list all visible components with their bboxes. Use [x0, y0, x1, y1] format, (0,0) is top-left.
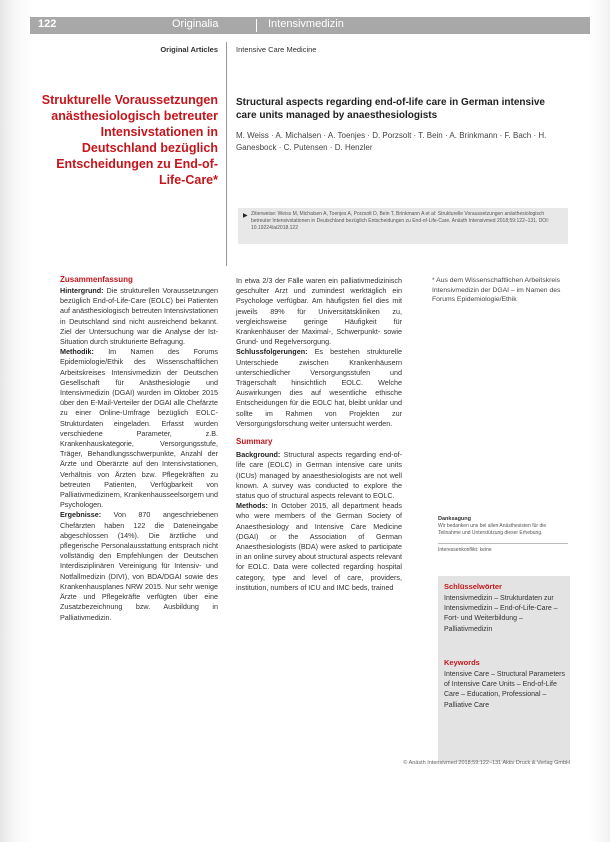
abstract-paragraph	[236, 347, 402, 429]
paragraph-text: In October 2015, all department heads who were members of the German Society of Anaesthesiology and Intensive Care Medicine (DGAI) or the Association of German Anaesthesiologists (BDA) were asked to participate in an online survey about structural aspects relevant for EOLC. Data were collected regarding hospital category, type and level of care, providers, institution, numbers of ICU and IMC beds, trained	[236, 501, 402, 592]
copyright-line: © Anästh Intensivmed 2018;59:122–131 Aktiv Druck & Verlag GmbH	[403, 760, 570, 766]
conflict-of-interest: Interessenkonflikt: keine	[438, 547, 492, 553]
page-number: 122	[38, 18, 57, 30]
abstract-paragraph	[236, 450, 402, 501]
abstract-paragraph	[236, 501, 402, 593]
summary-heading-german: Zusammenfassung	[60, 275, 133, 284]
acknowledgement-text: Wir bedanken uns bei allen Anästhesisten für die Teilnahme und Unterstützung dieser Erhebung.	[438, 523, 547, 536]
abstract-paragraph	[236, 276, 402, 347]
paragraph-text: Von 870 angeschriebenen Chefärzten haben 122 die Dateneingabe abgeschlossen (14%). Die ärztliche und pflegerische Personalausstattung entsprach nicht vollständig den Empfehlungen der Deutschen Interdisziplinären Vereinigung für Intensiv- und Notfallmedizin (DIVI), von BDA/DGAI sowie des Krankenhausplanes NRW 2015. Nur sehr wenige Ärzte und Pflegekräfte verfügten über eine Zusatzbezeichnung bzw. Ausbildung in Palliativmedizin.	[60, 510, 218, 622]
abstract-paragraph	[60, 347, 218, 510]
section-label: Background:	[236, 450, 281, 460]
section-label: Ergebnisse:	[60, 510, 102, 520]
section-label: Methods:	[236, 501, 268, 511]
keywords-box	[438, 576, 570, 762]
footnote: * Aus dem Wissenschaftlichen Arbeitskreis Intensivmedizin der DGAI – im Namen des Forums Epidemiologie/Ethik	[432, 277, 561, 303]
section-label: Methodik:	[60, 347, 94, 357]
paragraph-text: In etwa 2/3 der Fälle waren ein palliativmedizinisch geschulter Arzt und zumindest werktäglich ein Psychologe verfügbar. Am häufigsten fiel dies mit jeweils 89% für Universitätskliniken zu, vergleichsweise geringe Häufigkeit für Krankenhäuser der Maximal-, Schwerpunkt- sowie Grund- und Regelversorgung.	[236, 276, 402, 347]
abstract-column-2	[236, 276, 402, 593]
paragraph-text: Es bestehen strukturelle Unterschiede zwischen Krankenhäusern unterschiedlicher Versorgungsstufen und Trägerschaft hinsichtlich EOLC. Welche Auswirkungen dies auf wesentliche ethische Entscheidungen für die EOLC hat, bleibt unklar und sollte im Rahmen von Projekten zur Versorgungsforschung weiter untersucht werden.	[236, 347, 403, 428]
keywords-heading-english: Keywords	[444, 658, 480, 667]
article-title-german: Strukturelle Voraussetzungen anästhesiologisch betreuter Intensivstationen in Deutschland bezüglich Entscheidungen zu End-of-Life-Care*	[41, 93, 218, 187]
paragraph-text: Im Namen des Forums Epidemiologie/Ethik des Wissenschaftlichen Arbeitskreises Intensivmedizin der Deutschen Gesellschaft für Anästhesiologie und Intensivmedizin (DGAI) wurden im Oktober 2015 über den E-Mail-Verteiler der DGAI alle Chefärzte zu einer Online-Umfrage bezüglich EOLC-Strukturdaten eingeladen. Erfasst wurden verschiedene Parameter, z.B. Krankenhauskategorie, Versorgungsstufe, Träger, Behandlungsschwerpunkte, Anzahl der Ärzte und Oberärzte auf den Intensivstationen, Verhältnis von Ärzten bzw. Pflegekräften zu betreuten Patienten, Verfügbarkeit von Palliativmedizinern, Krankenhausseelsorgern und Psychologen.	[60, 347, 219, 510]
citation-text: Zitierweise: Weiss M, Michalsen A, Toenjes A, Porzsolt D, Bein T, Brinkmann A et al: Strukturelle Voraussetzungen anästhesiologisch betreuter Intensivstationen in Deutschland bezüglich Entscheidungen zu End-of-Life-Care. Anästh Intensivmed 2018;59:122–131. DOI: 10.19224/ai2018.122	[251, 211, 549, 231]
acknowledgement	[438, 516, 568, 554]
divider	[438, 543, 568, 544]
paragraph-text: Die strukturellen Voraussetzungen bezüglich End-of-Life-Care (EOLC) bei Patienten auf anästhesiologisch betreuten Intensivstationen in Deutschland sind nicht ausreichend bekannt. Ziel der Untersuchung war die Analyse der Ist-Situation durch strukturierte Befragung.	[60, 286, 218, 347]
abstract-paragraph	[60, 286, 218, 347]
abstract-paragraph	[60, 510, 218, 622]
section-label: Schlussfolgerungen:	[236, 347, 308, 357]
arrow-icon: ▶	[243, 213, 248, 219]
header-divider	[256, 19, 257, 32]
rubric-german: Originalia	[172, 18, 219, 30]
section-label: Hintergrund:	[60, 286, 104, 295]
section-label-german: Original Articles	[160, 45, 218, 54]
abstract-column-1	[60, 286, 218, 623]
article-title-english: Structural aspects regarding end-of-life care in German intensive care units managed by anaesthesiologists	[236, 97, 545, 121]
keywords-heading-german: Schlüsselwörter	[444, 582, 502, 591]
column-divider	[226, 42, 227, 266]
keywords-german: Intensivmedizin – Strukturdaten zur Intensivmedizin – End-of-Life-Care – Fort- und Weiterbildung – Palliativmedizin	[444, 595, 558, 633]
running-header	[30, 17, 590, 34]
citation-box	[238, 208, 568, 244]
section-label-english: Intensive Care Medicine	[236, 45, 317, 54]
keywords-english: Intensive Care – Structural Parameters of Intensive Care Units – End-of-Life Care – Education, Professional – Palliative Care	[444, 671, 565, 709]
paragraph-text: Structural aspects regarding end-of-life care (EOLC) in German intensive care units (ICUs) managed by anaesthesiologists are not well known. A survey was conducted to explore the status quo of structural aspects relevant to EOLC.	[236, 450, 402, 501]
rubric-english: Intensivmedizin	[268, 18, 344, 30]
summary-heading-english: Summary	[236, 437, 273, 447]
acknowledgement-heading: Danksagung	[438, 516, 472, 522]
author-list: M. Weiss · A. Michalsen · A. Toenjes · D. Porzsolt · T. Bein · A. Brinkmann · F. Bach · H. Ganesbock · C. Putensen · D. Henzler	[236, 131, 547, 152]
